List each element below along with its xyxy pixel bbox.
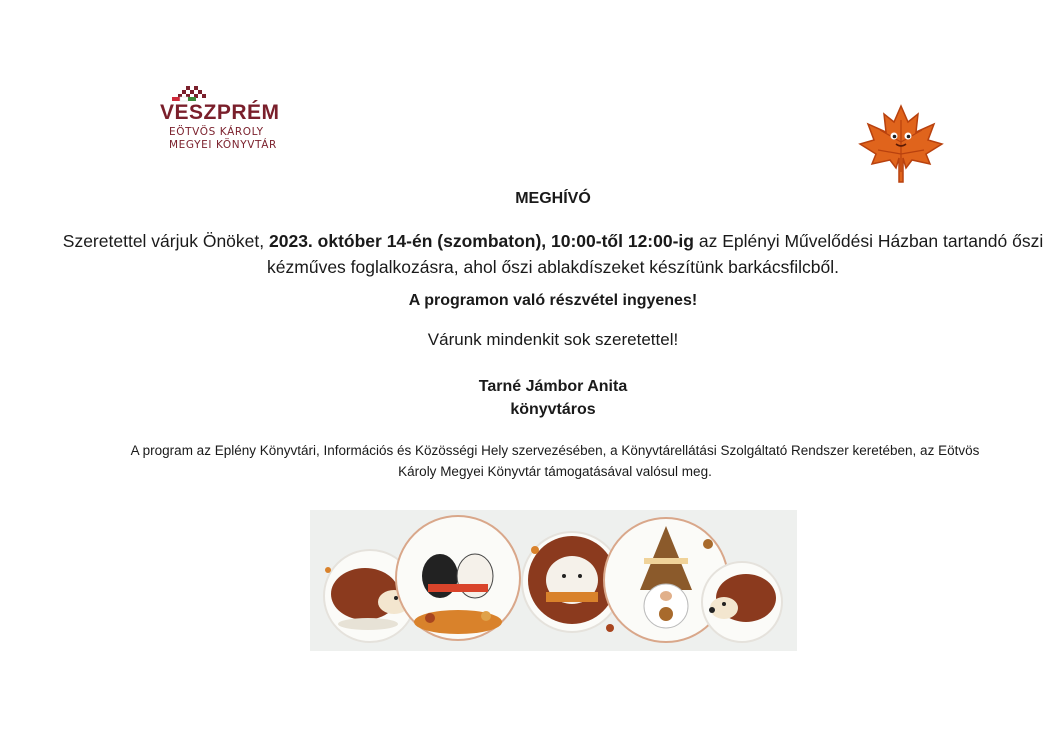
sponsor-note: A program az Eplény Könyvtári, Információs és Közösségi Hely szervezésében, a Könyvtárellátási Szolgáltató Rendszer keretében, az Eötvös Károly Megyei Könyvtár támogatásával valósul meg. <box>130 443 980 479</box>
signer-name: Tarné Jámbor Anita <box>478 378 628 395</box>
signer-role: könyvtáros <box>510 401 596 418</box>
invitation-paragraph <box>60 228 1046 280</box>
free-notice: A programon való részvétel ingyenes! <box>408 292 698 309</box>
crown-icon <box>172 86 216 102</box>
intro-text: Szeretettel várjuk Önöket, <box>62 231 269 251</box>
library-logo <box>160 86 290 156</box>
date-time: 2023. október 14-én (szombaton), 10:00-től 12:00-ig <box>269 231 694 251</box>
hedgehog-felt-right <box>702 562 782 642</box>
logo-line-1: EÖTVÖS KÁROLY <box>169 126 264 138</box>
felt-decorations-image <box>310 510 797 651</box>
logo-brand: VESZPRÉM <box>160 101 280 124</box>
cats-felt <box>396 516 520 640</box>
invitation-title: MEGHÍVÓ <box>515 190 591 207</box>
welcome-text: Várunk mindenkit sok szeretettel! <box>427 330 679 349</box>
details-text: az Eplényi Művelődési Házban tartandó őszi kézműves foglalkozásra, ahol őszi ablakdíszeket készítünk barkácsfilcből. <box>267 231 1044 277</box>
maple-leaf-icon <box>856 102 946 184</box>
logo-line-2: MEGYEI KÖNYVTÁR <box>169 139 277 151</box>
